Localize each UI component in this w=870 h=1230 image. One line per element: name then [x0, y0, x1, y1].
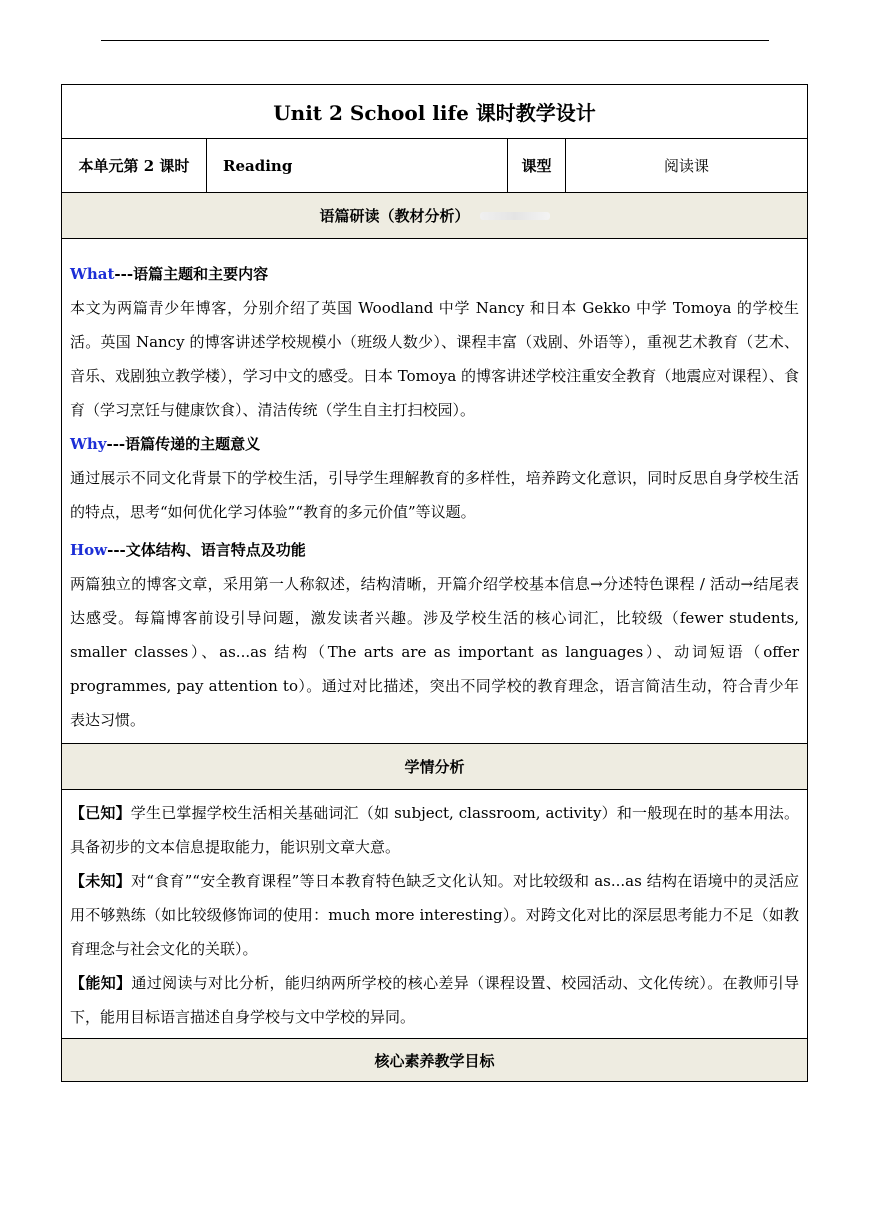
why-title: ---语篇传递的主题意义	[106, 435, 261, 453]
known-text: 学生已掌握学校生活相关基础词汇（如 subject, classroom, activity）和一般现在时的基本用法。具备初步的文本信息提取能力，能识别文章大意。	[70, 804, 799, 856]
how-heading	[70, 533, 799, 567]
text-analysis-heading	[62, 193, 807, 239]
how-key: How	[70, 541, 108, 559]
how-text: 两篇独立的博客文章，采用第一人称叙述，结构清晰，开篇介绍学校基本信息→分述特色课程 / 活动→结尾表达感受。每篇博客前设引导问题，激发读者兴趣。涉及学校生活的核心词汇，比较级（fewer students, smaller classes）、as...as 结构（The arts are as important as languages）、动词短语（offer programmes, pay attention to）。通过对比描述，突出不同学校的教育理念，语言简洁生动，符合青少年表达习惯。	[70, 575, 799, 729]
why-text: 通过展示不同文化背景下的学校生活，引导学生理解教育的多样性，培养跨文化意识，同时反思自身学校生活的特点，思考“如何优化学习体验”“教育的多元价值”等议题。	[70, 469, 799, 521]
why-key: Why	[70, 435, 107, 453]
lesson-meta-row	[62, 139, 807, 193]
objectives-heading: 核心素养教学目标	[62, 1039, 807, 1081]
unknown-label: 【未知】	[70, 872, 131, 890]
how-title: ---文体结构、语言特点及功能	[107, 541, 306, 559]
what-text: 本文为两篇青少年博客，分别介绍了英国 Woodland 中学 Nancy 和日本 Gekko 中学 Tomoya 的学校生活。英国 Nancy 的博客讲述学校规模小（班级人数少）、课程丰富（戏剧、外语等），重视艺术教育（艺术、音乐、戏剧独立教学楼），学习中文的感受。日本 Tomoya 的博客讲述学校注重安全教育（地震应对课程）、食育（学习烹饪与健康饮食）、清洁传统（学生自主打扫校园）。	[70, 299, 799, 419]
text-analysis-heading-text: 语篇研读（教材分析）	[319, 207, 470, 225]
what-title: ---语篇主题和主要内容	[114, 265, 269, 283]
page-title: Unit 2 School life 课时教学设计	[62, 85, 807, 139]
learner-analysis-body	[62, 790, 807, 1039]
text-analysis-body	[62, 239, 807, 744]
able-label: 【能知】	[70, 974, 132, 992]
header-rule	[101, 40, 769, 41]
lesson-label: 本单元第 2 课时	[62, 139, 207, 192]
able-paragraph	[70, 966, 799, 1034]
known-paragraph	[70, 796, 799, 864]
scan-mark	[480, 212, 550, 220]
what-heading	[70, 257, 799, 291]
unknown-text: 对“食育”“安全教育课程”等日本教育特色缺乏文化认知。对比较级和 as...as 结构在语境中的灵活应用不够熟练（如比较级修饰词的使用：much more interesting）。对跨文化对比的深层思考能力不足（如教育理念与社会文化的关联）。	[70, 872, 799, 958]
known-label: 【已知】	[70, 804, 131, 822]
learner-analysis-heading: 学情分析	[62, 744, 807, 790]
why-heading	[70, 427, 799, 461]
type-label: 课型	[508, 139, 566, 192]
type-value: 阅读课	[663, 157, 709, 175]
lesson-value: Reading	[207, 139, 508, 192]
what-key: What	[70, 265, 115, 283]
lesson-plan-table	[61, 84, 808, 1082]
able-text: 通过阅读与对比分析，能归纳两所学校的核心差异（课程设置、校园活动、文化传统）。在教师引导下，能用目标语言描述自身学校与文中学校的异同。	[70, 974, 799, 1026]
unknown-paragraph	[70, 864, 799, 966]
